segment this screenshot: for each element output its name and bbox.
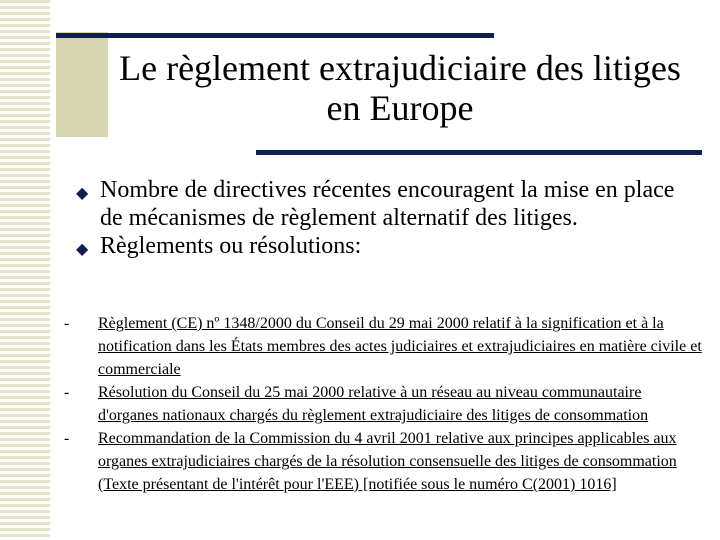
main-bullet-list (76, 176, 696, 260)
sub-bullet-item (64, 381, 704, 427)
decorative-stripes (0, 0, 50, 540)
title-bottom-rule (256, 150, 702, 155)
diamond-bullet-icon: ◆ (76, 241, 89, 258)
diamond-bullet-icon: ◆ (76, 185, 89, 202)
dash-bullet: - (64, 315, 70, 332)
dash-bullet: - (64, 430, 70, 447)
resolution-link[interactable]: Résolution du Conseil du 25 mai 2000 relative à un réseau au niveau communautaire d'organes nationaux chargés du règlement extrajudiciaire des litiges de consommation (98, 384, 649, 424)
main-bullet-text: Règlements ou résolutions: (100, 233, 362, 259)
main-bullet-item (76, 176, 696, 232)
sub-bullet-item (64, 427, 704, 496)
regulation-link[interactable]: Règlement (CE) nº 1348/2000 du Conseil du 29 mai 2000 relatif à la signification et à la notification dans les États membres des actes judiciaires et extrajudiciaires en matière civile et commerciale (98, 315, 702, 378)
sub-bullet-list (64, 312, 704, 496)
title-accent-box (56, 32, 108, 137)
dash-bullet: - (64, 384, 70, 401)
title-top-rule (56, 33, 494, 38)
main-bullet-item (76, 232, 696, 260)
recommendation-link[interactable]: Recommandation de la Commission du 4 avril 2001 relative aux principes applicables aux organes extrajudiciaires chargés de la résolution consensuelle des litiges de consommation (Texte présentant de l'intérêt pour l'EEE) [notifiée sous le numéro C(2001) 1016] (98, 430, 677, 493)
main-bullet-text: Nombre de directives récentes encouragent la mise en place de mécanismes de règlement alternatif des litiges. (100, 177, 675, 231)
sub-bullet-item (64, 312, 704, 381)
slide-title: Le règlement extrajudiciaire des litiges en Europe (119, 48, 681, 128)
